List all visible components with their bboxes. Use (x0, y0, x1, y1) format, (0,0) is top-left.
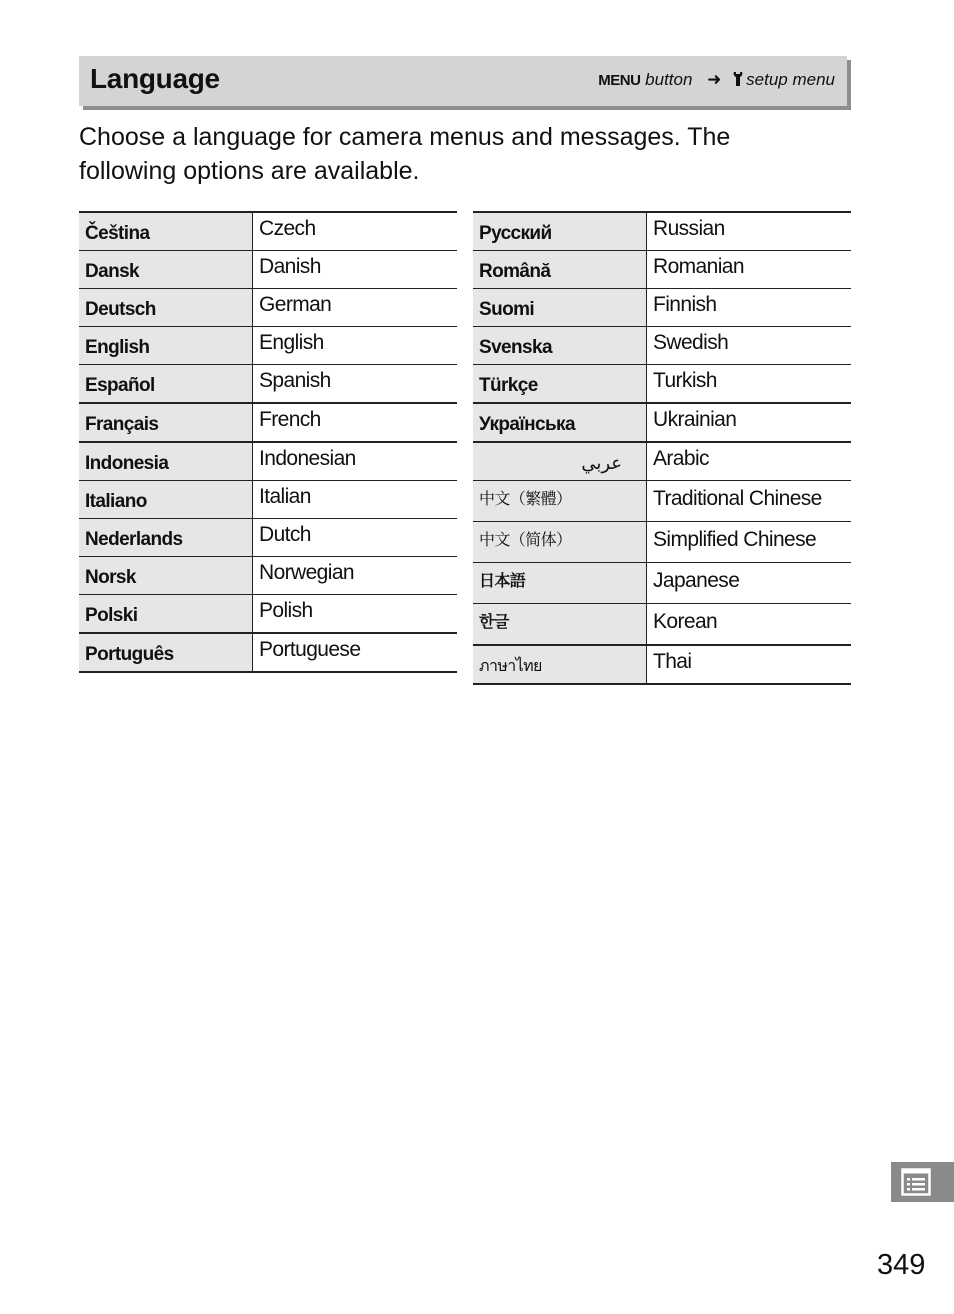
language-table-left (79, 211, 457, 673)
english-name: Italian (253, 481, 458, 519)
section-tab (891, 1162, 954, 1202)
native-name: Indonesia (79, 442, 253, 481)
english-name: Turkish (647, 365, 852, 404)
native-name: 中文（繁體） (473, 481, 647, 522)
native-name: Polski (79, 595, 253, 634)
native-name: Svenska (473, 327, 647, 365)
native-name: Українська (473, 403, 647, 442)
table-row (79, 289, 457, 327)
table-row (473, 403, 851, 442)
table-row (79, 365, 457, 404)
table-row (79, 212, 457, 251)
native-name: Deutsch (79, 289, 253, 327)
native-name: 中文（简体） (473, 522, 647, 563)
english-name: German (253, 289, 458, 327)
native-name: Русский (473, 212, 647, 251)
native-name: Italiano (79, 481, 253, 519)
table-row (473, 604, 851, 646)
english-name: Norwegian (253, 557, 458, 595)
native-name: Norsk (79, 557, 253, 595)
native-name: عربي (473, 442, 647, 481)
wrench-icon (732, 71, 744, 87)
intro-text: Choose a language for camera menus and messages. The following options are available. (79, 123, 731, 185)
native-name: Suomi (473, 289, 647, 327)
table-row (473, 481, 851, 522)
english-name: Japanese (647, 563, 852, 604)
native-name: 한글 (473, 604, 647, 646)
english-name: Ukrainian (647, 403, 852, 442)
english-name: Czech (253, 212, 458, 251)
table-row (473, 645, 851, 684)
menu-button-label: MENU (598, 72, 641, 89)
english-name: Danish (253, 251, 458, 289)
table-row (79, 595, 457, 634)
native-name: Português (79, 633, 253, 672)
table-row (79, 327, 457, 365)
english-name: Simplified Chinese (647, 522, 852, 563)
english-name: Korean (647, 604, 852, 646)
native-name: ภาษาไทย (473, 645, 647, 684)
english-name: Traditional Chinese (647, 481, 852, 522)
table-row (79, 633, 457, 672)
button-word: button (645, 70, 693, 89)
section-header (79, 56, 847, 106)
english-name: Russian (647, 212, 852, 251)
native-name: Română (473, 251, 647, 289)
english-name: Swedish (647, 327, 852, 365)
english-name: Indonesian (253, 442, 458, 481)
menu-list-icon (901, 1168, 931, 1196)
native-name: Français (79, 403, 253, 442)
native-name: Türkçe (473, 365, 647, 404)
native-name: Español (79, 365, 253, 404)
table-row (79, 481, 457, 519)
english-name: Finnish (647, 289, 852, 327)
menu-path (598, 70, 835, 90)
english-name: Dutch (253, 519, 458, 557)
native-name: English (79, 327, 253, 365)
english-name: Polish (253, 595, 458, 634)
native-name: Dansk (79, 251, 253, 289)
page-title: Language (90, 63, 220, 94)
table-row (473, 212, 851, 251)
table-row (473, 365, 851, 404)
english-name: Portuguese (253, 633, 458, 672)
table-row (473, 289, 851, 327)
native-name: 日本語 (473, 563, 647, 604)
english-name: Arabic (647, 442, 852, 481)
table-row (79, 442, 457, 481)
english-name: Spanish (253, 365, 458, 404)
english-name: English (253, 327, 458, 365)
english-name: Romanian (647, 251, 852, 289)
page-number: 349 (877, 1249, 926, 1281)
table-row (473, 442, 851, 481)
table-row (473, 251, 851, 289)
table-row (79, 403, 457, 442)
table-row (79, 557, 457, 595)
native-name: Čeština (79, 212, 253, 251)
english-name: Thai (647, 645, 852, 684)
table-row (473, 327, 851, 365)
setup-menu-label: setup menu (746, 70, 835, 89)
language-table-right (473, 211, 851, 685)
table-row (79, 519, 457, 557)
table-row (473, 563, 851, 604)
arrow-icon: ➜ (707, 70, 722, 89)
table-row (473, 522, 851, 563)
table-row (79, 251, 457, 289)
english-name: French (253, 403, 458, 442)
native-name: Nederlands (79, 519, 253, 557)
